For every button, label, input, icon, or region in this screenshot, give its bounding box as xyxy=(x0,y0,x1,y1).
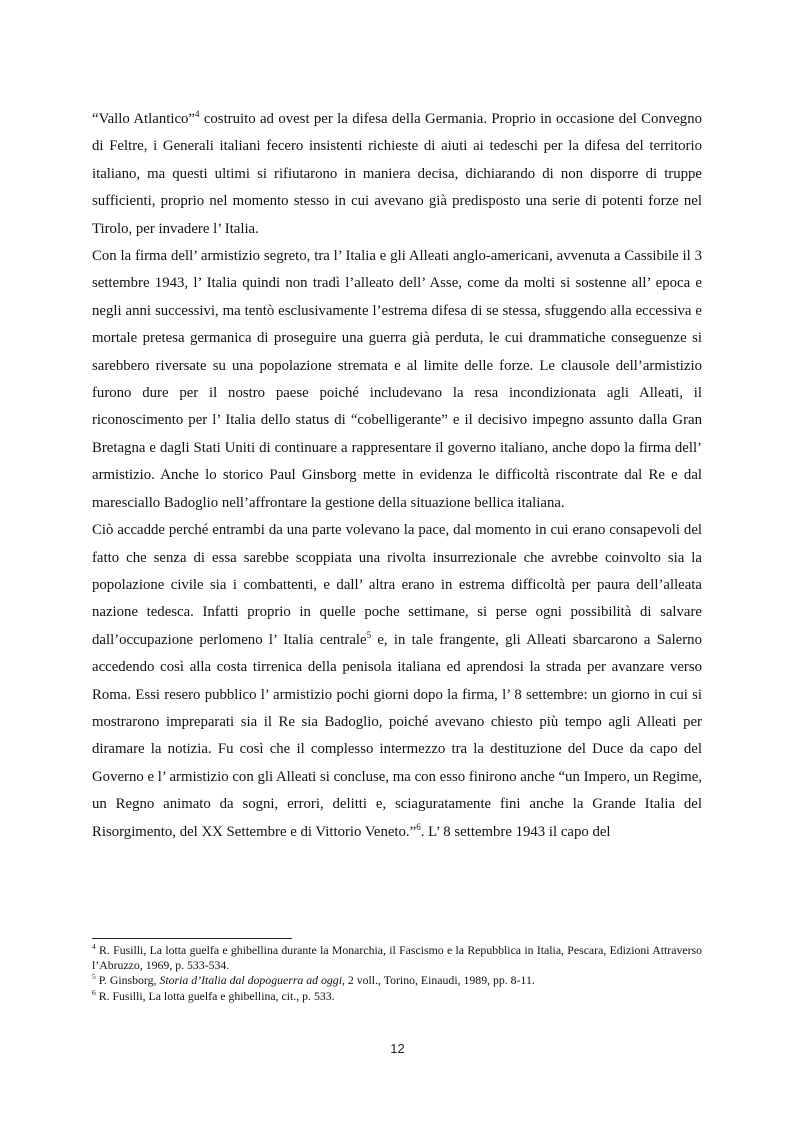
footnote-6 xyxy=(92,989,702,1004)
footnote-ref-5[interactable]: 5 xyxy=(366,629,372,640)
paragraph-3-text-b: e, in tale frangente, gli Alleati sbarcarono a Salerno accedendo così alla costa tirrenica della penisola italiana ed aprendosi la strada per avanzare verso Roma. Essi resero pubblico l’ armistizio pochi giorni dopo la firma, l’ 8 settembre: un giorno in cui si mostrarono impreparati sia il Re sia Badoglio, poiché avevano chiesto più tempo agli Alleati per diramare la notizia. Fu così che il complesso intermezzo tra la destituzione del Duce da capo del Governo e l’ armistizio con gli Alleati si concluse, ma con esso finirono anche “un Impero, un Regime, un Regno animato da sogni, errori, delitti e, sciaguratamente fini anche la Grande Italia del Risorgimento, del XX Settembre e di Vittorio Veneto.” xyxy=(92,631,702,840)
paragraph-1 xyxy=(92,106,702,243)
footnote-book-title: Storia d’Italia dal dopoguerra ad oggi, xyxy=(159,973,345,988)
footnote-text: R. Fusilli, La lotta guelfa e ghibellina durante la Monarchia, il Fascismo e la Repubblica in Italia, Pescara, Edizioni Attraverso l’Abruzzo, 1969, p. 533-534. xyxy=(92,943,702,973)
page-number: 12 xyxy=(390,1041,405,1056)
paragraph-3-text-c: . L’ 8 settembre 1943 il capo del xyxy=(420,823,611,840)
footnote-text: R. Fusilli, La lotta guelfa e ghibellina, cit., p. 533. xyxy=(95,988,335,1003)
page-body xyxy=(92,106,702,846)
footnote-ref-4[interactable]: 4 xyxy=(194,109,200,120)
footnote-number: 5 xyxy=(92,972,96,982)
footnote-text: P. Ginsborg, xyxy=(95,973,160,988)
paragraph-2: Con la firma dell’ armistizio segreto, tra l’ Italia e gli Alleati anglo-americani, avvenuta a Cassibile il 3 settembre 1943, l’ Italia quindi non tradì l’alleato dell’ Asse, come da molti si sostenne all’ epoca e negli anni successivi, ma tentò esclusivamente l’estrema difesa di se stessa, sfuggendo alla eccessiva e mortale pretesa germanica di proseguire una guerra già perduta, le cui drammatiche conseguenze si sarebbero riversate su una popolazione stremata e al limite delle forze. Le clausole dell’armistizio furono dure per il nostro paese poiché includevano la resa incondizionata agli Alleati, il riconoscimento per l’ Italia dello status di “cobelligerante” e il decisivo impegno assunto dalla Gran Bretagna e dagli Stati Uniti di continuare a rappresentare il governo italiano, anche dopo la firma dell’ armistizio. Anche lo storico Paul Ginsborg mette in evidenza le difficoltà riscontrate dal Re e dal maresciallo Badoglio nell’affrontare la gestione della situazione bellica italiana. xyxy=(92,248,702,511)
paragraph-3-text-a: Ciò accadde perché entrambi da una parte volevano la pace, dal momento in cui erano consapevoli del fatto che senza di essa sarebbe scoppiata una rivolta insurrezionale che avrebbe coinvolto sia la popolazione civile sia i combattenti, e dall’ altra erano in estrema difficoltà per paura dell’alleata nazione tedesca. Infatti proprio in quelle poche settimane, si perse ogni possibilità di salvare dall’occupazione perlomeno l’ Italia centrale xyxy=(92,522,702,648)
footnote-number: 6 xyxy=(92,987,96,997)
footnote-separator xyxy=(92,938,292,939)
paragraph-3 xyxy=(92,517,702,846)
body-text xyxy=(92,106,702,846)
footnote-number: 4 xyxy=(92,942,96,952)
paragraph-1-text-a: “Vallo Atlantico” xyxy=(92,111,195,127)
footnote-ref-6[interactable]: 6 xyxy=(416,821,421,832)
footnote-5 xyxy=(92,973,702,988)
paragraph-1-text-b: costruito ad ovest per la difesa della Germania. Proprio in occasione del Convegno di Feltre, i Generali italiani fecero insistenti richieste di aiuti ai tedeschi per la difesa del territorio italiano, ma questi ultimi si rifiutarono in maniera decisa, dichiarando di non disporre di truppe sufficienti, proprio nel momento stesso in cui avevano già predisposto una serie di potenti forze nel Tirolo, per invadere l’ Italia. xyxy=(92,111,702,237)
footnotes xyxy=(92,943,702,1004)
footnote-4 xyxy=(92,943,702,973)
footnote-text: 2 voll., Torino, Einaudi, 1989, pp. 8-11. xyxy=(344,973,535,988)
